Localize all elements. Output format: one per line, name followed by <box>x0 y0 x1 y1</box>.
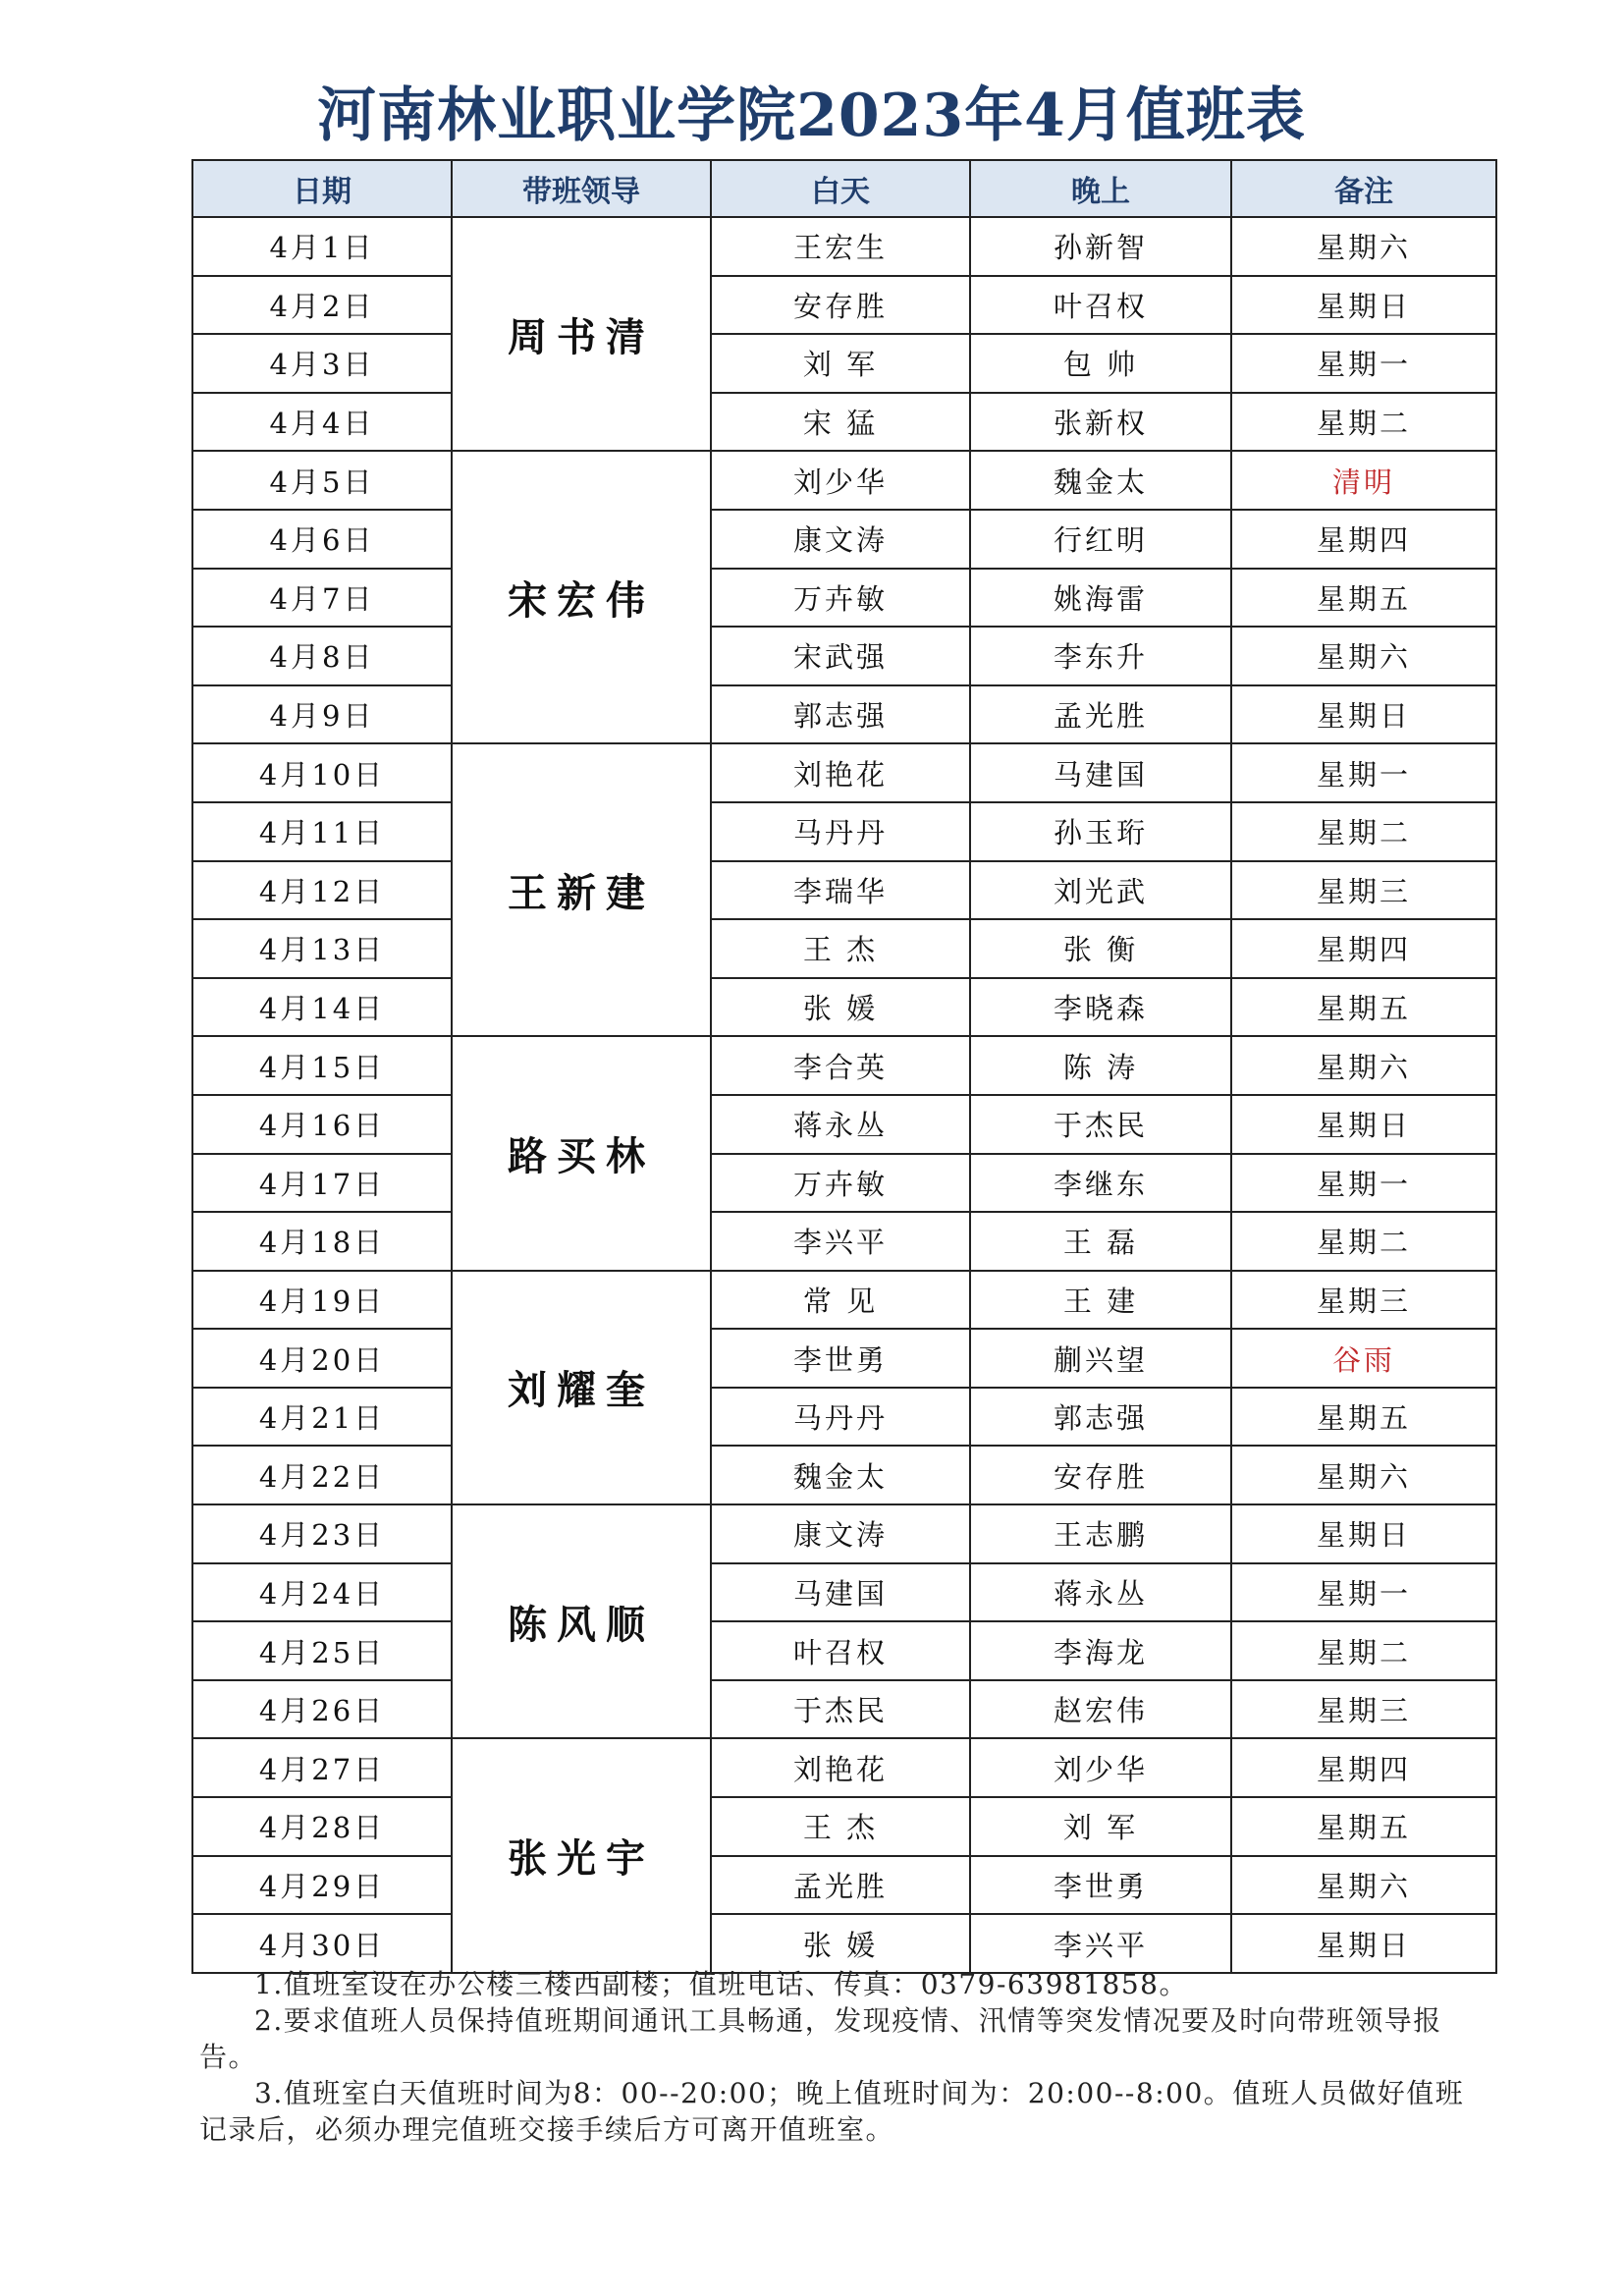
night-duty-cell: 李世勇 <box>970 1856 1231 1915</box>
date-cell: 4月29日 <box>192 1856 452 1915</box>
note-cell: 星期六 <box>1231 627 1496 685</box>
night-duty-cell: 于杰民 <box>970 1095 1231 1154</box>
table-row <box>192 569 1496 628</box>
date-cell: 4月25日 <box>192 1621 452 1680</box>
daytime-duty-cell: 郭志强 <box>711 685 970 744</box>
daytime-duty-cell: 马丹丹 <box>711 802 970 861</box>
table-row <box>192 627 1496 685</box>
note-cell: 星期三 <box>1231 1271 1496 1330</box>
date-cell: 4月13日 <box>192 919 452 978</box>
note-cell: 星期一 <box>1231 1154 1496 1213</box>
table-row <box>192 1271 1496 1330</box>
note-cell: 星期六 <box>1231 1036 1496 1095</box>
date-cell: 4月30日 <box>192 1914 452 1973</box>
note-cell: 星期日 <box>1231 1504 1496 1563</box>
leader-cell: 陈风顺 <box>452 1504 711 1738</box>
date-cell: 4月2日 <box>192 276 452 335</box>
leader-cell: 刘耀奎 <box>452 1271 711 1504</box>
header-night: 晚上 <box>970 160 1231 217</box>
daytime-duty-cell: 宋 猛 <box>711 393 970 452</box>
night-duty-cell: 刘 军 <box>970 1797 1231 1856</box>
night-duty-cell: 李兴平 <box>970 1914 1231 1973</box>
daytime-duty-cell: 叶召权 <box>711 1621 970 1680</box>
night-duty-cell: 刘光武 <box>970 861 1231 920</box>
table-row <box>192 1329 1496 1388</box>
night-duty-cell: 马建国 <box>970 743 1231 802</box>
night-duty-cell: 蒯兴望 <box>970 1329 1231 1388</box>
daytime-duty-cell: 王 杰 <box>711 1797 970 1856</box>
night-duty-cell: 李东升 <box>970 627 1231 685</box>
table-row <box>192 802 1496 861</box>
date-cell: 4月9日 <box>192 685 452 744</box>
table-row <box>192 276 1496 335</box>
note-cell: 星期四 <box>1231 510 1496 569</box>
note-cell: 星期六 <box>1231 217 1496 276</box>
date-cell: 4月12日 <box>192 861 452 920</box>
date-cell: 4月23日 <box>192 1504 452 1563</box>
night-duty-cell: 赵宏伟 <box>970 1680 1231 1739</box>
note-cell: 星期二 <box>1231 1212 1496 1271</box>
note-cell: 星期一 <box>1231 334 1496 393</box>
daytime-duty-cell: 魏金太 <box>711 1446 970 1504</box>
date-cell: 4月11日 <box>192 802 452 861</box>
date-cell: 4月20日 <box>192 1329 452 1388</box>
date-cell: 4月18日 <box>192 1212 452 1271</box>
header-daytime: 白天 <box>711 160 970 217</box>
table-row <box>192 1154 1496 1213</box>
note-cell: 星期四 <box>1231 919 1496 978</box>
note-cell: 谷雨 <box>1231 1329 1496 1388</box>
date-cell: 4月4日 <box>192 393 452 452</box>
table-row <box>192 685 1496 744</box>
notes-section <box>199 1966 1488 2148</box>
table-row <box>192 1680 1496 1739</box>
note-cell: 星期一 <box>1231 1563 1496 1622</box>
table-row <box>192 393 1496 452</box>
note-cell: 星期五 <box>1231 1797 1496 1856</box>
date-cell: 4月27日 <box>192 1738 452 1797</box>
note-cell: 星期三 <box>1231 1680 1496 1739</box>
table-row <box>192 1036 1496 1095</box>
note-cell: 星期四 <box>1231 1738 1496 1797</box>
note-cell: 星期五 <box>1231 978 1496 1037</box>
night-duty-cell: 张 衡 <box>970 919 1231 978</box>
daytime-duty-cell: 万卉敏 <box>711 1154 970 1213</box>
night-duty-cell: 郭志强 <box>970 1388 1231 1447</box>
note-cell: 星期一 <box>1231 743 1496 802</box>
night-duty-cell: 王 磊 <box>970 1212 1231 1271</box>
daytime-duty-cell: 刘少华 <box>711 451 970 510</box>
note-cell: 星期五 <box>1231 1388 1496 1447</box>
leader-cell: 周书清 <box>452 217 711 451</box>
date-cell: 4月5日 <box>192 451 452 510</box>
note-cell: 星期二 <box>1231 802 1496 861</box>
table-row <box>192 1504 1496 1563</box>
daytime-duty-cell: 刘 军 <box>711 334 970 393</box>
table-row <box>192 451 1496 510</box>
header-leader: 带班领导 <box>452 160 711 217</box>
daytime-duty-cell: 孟光胜 <box>711 1856 970 1915</box>
daytime-duty-cell: 安存胜 <box>711 276 970 335</box>
night-duty-cell: 行红明 <box>970 510 1231 569</box>
note-cell: 星期六 <box>1231 1856 1496 1915</box>
leader-cell: 路买林 <box>452 1036 711 1270</box>
table-row <box>192 1388 1496 1447</box>
table-row <box>192 861 1496 920</box>
table-row <box>192 1212 1496 1271</box>
daytime-duty-cell: 李世勇 <box>711 1329 970 1388</box>
night-duty-cell: 魏金太 <box>970 451 1231 510</box>
night-duty-cell: 孙新智 <box>970 217 1231 276</box>
table-row <box>192 1738 1496 1797</box>
note-3: 3.值班室白天值班时间为8：00--20:00；晚上值班时间为：20:00--8:00。值班人员做好值班记录后，必须办理完值班交接手续后方可离开值班室。 <box>199 2077 1465 2146</box>
date-cell: 4月19日 <box>192 1271 452 1330</box>
daytime-duty-cell: 于杰民 <box>711 1680 970 1739</box>
table-row <box>192 1856 1496 1915</box>
night-duty-cell: 陈 涛 <box>970 1036 1231 1095</box>
table-row <box>192 743 1496 802</box>
date-cell: 4月28日 <box>192 1797 452 1856</box>
duty-table-body <box>192 217 1496 1973</box>
daytime-duty-cell: 宋武强 <box>711 627 970 685</box>
night-duty-cell: 孟光胜 <box>970 685 1231 744</box>
night-duty-cell: 刘少华 <box>970 1738 1231 1797</box>
table-row <box>192 1914 1496 1973</box>
daytime-duty-cell: 李合英 <box>711 1036 970 1095</box>
night-duty-cell: 叶召权 <box>970 276 1231 335</box>
note-cell: 清明 <box>1231 451 1496 510</box>
note-cell: 星期日 <box>1231 276 1496 335</box>
daytime-duty-cell: 康文涛 <box>711 510 970 569</box>
daytime-duty-cell: 李瑞华 <box>711 861 970 920</box>
header-note: 备注 <box>1231 160 1496 217</box>
night-duty-cell: 王 建 <box>970 1271 1231 1330</box>
daytime-duty-cell: 刘艳花 <box>711 743 970 802</box>
date-cell: 4月6日 <box>192 510 452 569</box>
table-row <box>192 1563 1496 1622</box>
page-title: 河南林业职业学院2023年4月值班表 <box>317 82 1306 150</box>
night-duty-cell: 安存胜 <box>970 1446 1231 1504</box>
date-cell: 4月14日 <box>192 978 452 1037</box>
table-row <box>192 1446 1496 1504</box>
date-cell: 4月16日 <box>192 1095 452 1154</box>
header-date: 日期 <box>192 160 452 217</box>
daytime-duty-cell: 康文涛 <box>711 1504 970 1563</box>
note-cell: 星期二 <box>1231 1621 1496 1680</box>
night-duty-cell: 王志鹏 <box>970 1504 1231 1563</box>
night-duty-cell: 包 帅 <box>970 334 1231 393</box>
night-duty-cell: 李海龙 <box>970 1621 1231 1680</box>
note-cell: 星期五 <box>1231 569 1496 628</box>
table-row <box>192 1621 1496 1680</box>
date-cell: 4月15日 <box>192 1036 452 1095</box>
daytime-duty-cell: 王 杰 <box>711 919 970 978</box>
note-cell: 星期三 <box>1231 861 1496 920</box>
daytime-duty-cell: 马丹丹 <box>711 1388 970 1447</box>
note-cell: 星期二 <box>1231 393 1496 452</box>
daytime-duty-cell: 刘艳花 <box>711 1738 970 1797</box>
note-cell: 星期日 <box>1231 685 1496 744</box>
leader-cell: 宋宏伟 <box>452 451 711 743</box>
note-cell: 星期日 <box>1231 1095 1496 1154</box>
table-header-row <box>192 160 1496 217</box>
daytime-duty-cell: 李兴平 <box>711 1212 970 1271</box>
table-row <box>192 978 1496 1037</box>
note-2: 2.要求值班人员保持值班期间通讯工具畅通，发现疫情、汛情等突发情况要及时向带班领导报告。 <box>199 2004 1442 2073</box>
night-duty-cell: 姚海雷 <box>970 569 1231 628</box>
leader-cell: 张光宇 <box>452 1738 711 1972</box>
daytime-duty-cell: 蒋永丛 <box>711 1095 970 1154</box>
date-cell: 4月7日 <box>192 569 452 628</box>
date-cell: 4月17日 <box>192 1154 452 1213</box>
date-cell: 4月21日 <box>192 1388 452 1447</box>
table-row <box>192 919 1496 978</box>
daytime-duty-cell: 张 媛 <box>711 1914 970 1973</box>
night-duty-cell: 孙玉珩 <box>970 802 1231 861</box>
note-1: 1.值班室设在办公楼三楼西副楼；值班电话、传真：0379-63981858。 <box>254 1968 1188 2000</box>
daytime-duty-cell: 常 见 <box>711 1271 970 1330</box>
table-row <box>192 1797 1496 1856</box>
date-cell: 4月22日 <box>192 1446 452 1504</box>
date-cell: 4月3日 <box>192 334 452 393</box>
date-cell: 4月1日 <box>192 217 452 276</box>
date-cell: 4月24日 <box>192 1563 452 1622</box>
leader-cell: 王新建 <box>452 743 711 1036</box>
daytime-duty-cell: 张 媛 <box>711 978 970 1037</box>
daytime-duty-cell: 万卉敏 <box>711 569 970 628</box>
duty-table <box>191 159 1497 1974</box>
table-row <box>192 510 1496 569</box>
night-duty-cell: 张新权 <box>970 393 1231 452</box>
night-duty-cell: 李继东 <box>970 1154 1231 1213</box>
night-duty-cell: 李晓森 <box>970 978 1231 1037</box>
date-cell: 4月10日 <box>192 743 452 802</box>
daytime-duty-cell: 王宏生 <box>711 217 970 276</box>
daytime-duty-cell: 马建国 <box>711 1563 970 1622</box>
date-cell: 4月8日 <box>192 627 452 685</box>
night-duty-cell: 蒋永丛 <box>970 1563 1231 1622</box>
date-cell: 4月26日 <box>192 1680 452 1739</box>
note-cell: 星期日 <box>1231 1914 1496 1973</box>
note-cell: 星期六 <box>1231 1446 1496 1504</box>
table-row <box>192 217 1496 276</box>
table-row <box>192 334 1496 393</box>
table-row <box>192 1095 1496 1154</box>
